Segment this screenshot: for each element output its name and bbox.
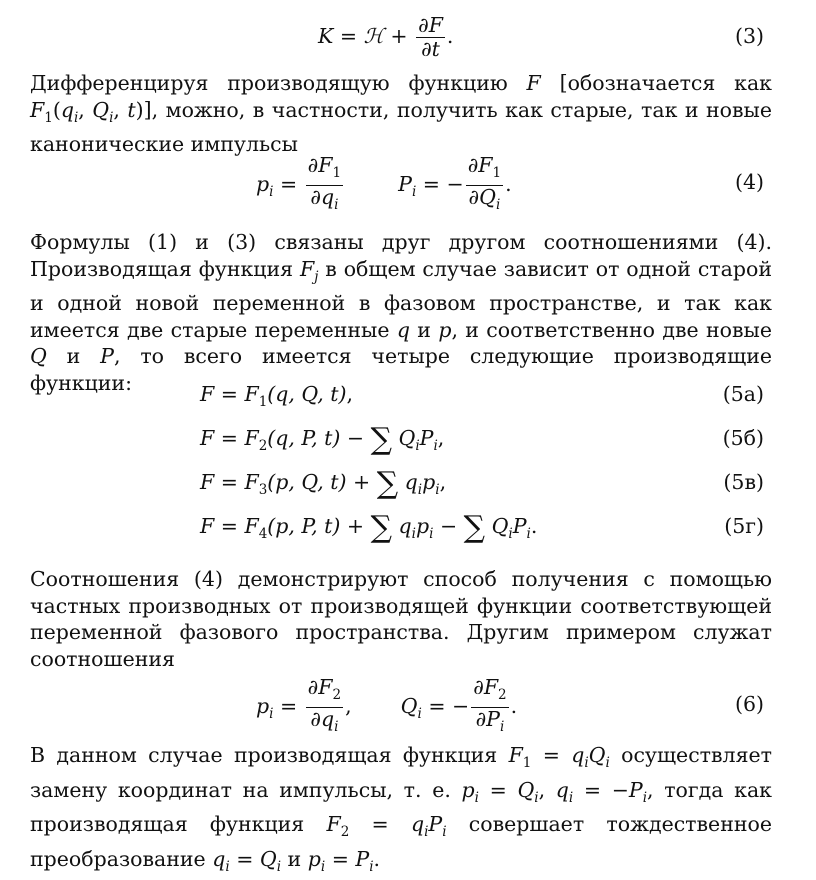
eq4-fraction-P: $\frac{\partial F_1}{\partial Q_i}$ xyxy=(467,153,502,214)
equation-number-5g: (5г) xyxy=(724,514,764,538)
equation-5g: $F = F_4(p$, P, t) + ∑ $q_ip_i$ − ∑ $Q_iP_i$. (5г) xyxy=(200,510,764,545)
equation-5a: $F = F_1(q$, Q, t), (5а) xyxy=(200,382,764,411)
equation-number-4: (4) xyxy=(734,170,764,194)
eq3-fraction: $\frac{\partial F}{\partial t}$ xyxy=(418,13,443,61)
equation-number-5v: (5в) xyxy=(723,470,764,494)
equation-number-5b: (5б) xyxy=(722,426,764,450)
paragraph-3: Соотношения (4) демонстрируют способ получения с помощью частных производных от производящей функции соответствующей переменной фазового пространства. Другим примером служат соотношения xyxy=(30,567,772,671)
paragraph-1: Дифференцируя производящую функцию F [обозначается как $F_1(q_i$, $Q_i$, t)], можно, в частности, получить как старые, так и новые канонические импульсы xyxy=(30,71,772,157)
equation-6: $p_i$ = $\frac{\partial F_2}{\partial q_i}$ , $Q_i$ = − $\frac{\partial F_2}{\partial P_i}$ . (6) xyxy=(0,672,790,738)
equation-4: $p_i$ = $\frac{\partial F_1}{\partial q_i}$ $P_i$ = − $\frac{\partial F_1}{\partial Q_i}$ . (4) xyxy=(0,150,790,216)
equation-number-5a: (5а) xyxy=(722,382,764,406)
eq6-fraction-p: $\frac{\partial F_2}{\partial q_i}$ xyxy=(307,675,342,736)
equation-number-6: (6) xyxy=(734,692,764,716)
equation-5b: $F = F_2(q$, P, t) − ∑ $Q_iP_i$, (5б) xyxy=(200,422,764,457)
eq3-hamiltonian: ℋ xyxy=(363,24,384,48)
paragraph-2: Формулы (1) и (3) связаны друг другом соотношениями (4). Производящая функция $F_j$ в общем случае зависит от одной старой и одной новой переменной в фазовом пространстве, и так как имеется две старые переменные q и p, и соответственно две новые Q и P, то всего имеется четыре следующие производящие функции: xyxy=(30,230,772,395)
equation-number-3: (3) xyxy=(734,24,764,48)
eq3-K: K xyxy=(318,24,334,48)
eq6-fraction-Q: $\frac{\partial F_2}{\partial P_i}$ xyxy=(473,675,507,736)
paragraph-4: В данном случае производящая функция $F_1 = q_iQ_i$ осуществляет замену координат на импульсы, т. е. $p_i = Q_i$, $q_i = -P_i$, тогда как производящая функция $F_2 = q_iP_i$ совершает тождественное преобразование $q_i = Q_i$ и $p_i = P_i$. xyxy=(30,743,772,875)
equation-3: K = ℋ + $\frac{\partial F}{\partial t}$ . (3) xyxy=(318,13,764,61)
eq4-fraction-p: $\frac{\partial F_1}{\partial q_i}$ xyxy=(307,153,342,214)
equation-5v: $F = F_3(p$, Q, t) + ∑ $q_ip_i$, (5в) xyxy=(200,466,764,501)
